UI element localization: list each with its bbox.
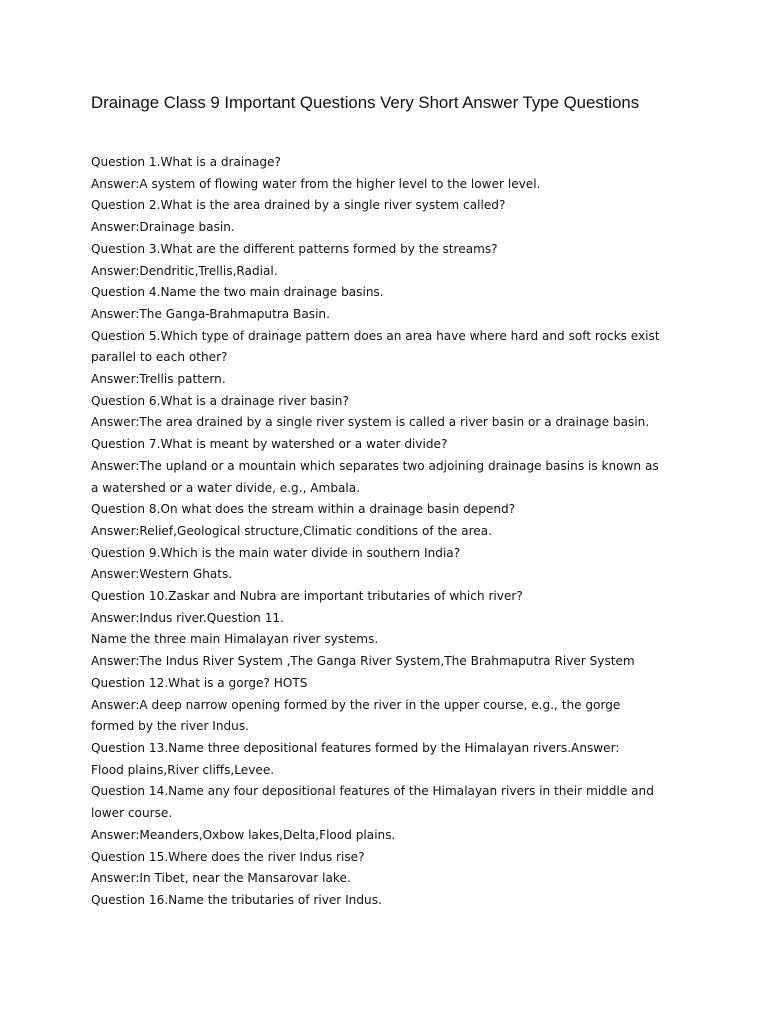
answer-line: Answer:Indus river.Question 11.: [91, 610, 284, 625]
question-line: Question 15.Where does the river Indus rise?: [91, 849, 365, 864]
answer-line: Answer:In Tibet, near the Mansarovar lake.: [91, 871, 351, 886]
answer-line: Answer:A system of flowing water from the higher level to the lower level.: [91, 176, 541, 191]
question-line: Question 5.Which type of drainage pattern does an area have where hard and soft rocks exist: [91, 328, 660, 343]
question-line: Question 13.Name three depositional features formed by the Himalayan rivers.Answer:: [91, 740, 620, 755]
answer-line: Answer:Drainage basin.: [91, 220, 235, 235]
text-line: Name the three main Himalayan river systems.: [91, 632, 379, 647]
answer-line: Answer:Western Ghats.: [91, 567, 233, 582]
question-line: Question 8.On what does the stream within a drainage basin depend?: [91, 502, 516, 517]
answer-line: Answer:The Indus River System ,The Ganga River System,The Brahmaputra River System: [91, 654, 635, 669]
text-line: formed by the river Indus.: [91, 719, 249, 734]
question-line: Question 12.What is a gorge? HOTS: [91, 675, 308, 690]
answer-line: Answer:The upland or a mountain which separates two adjoining drainage basins is known as: [91, 458, 659, 473]
question-line: Question 9.Which is the main water divide in southern India?: [91, 545, 461, 560]
answer-line: Answer:The Ganga-Brahmaputra Basin.: [91, 306, 330, 321]
text-line: a watershed or a water divide, e.g., Ambala.: [91, 480, 361, 495]
question-line: Question 2.What is the area drained by a single river system called?: [91, 198, 506, 213]
question-line: Question 7.What is meant by watershed or a water divide?: [91, 437, 448, 452]
document-title: Drainage Class 9 Important Questions Very Short Answer Type Questions: [91, 93, 640, 112]
question-line: Question 4.Name the two main drainage basins.: [91, 285, 384, 300]
qa-text-block: [91, 152, 691, 912]
question-line: Question 14.Name any four depositional features of the Himalayan rivers in their middle and: [91, 784, 654, 799]
question-line: Question 16.Name the tributaries of river Indus.: [91, 892, 382, 907]
text-line: Flood plains,River cliffs,Levee.: [91, 762, 275, 777]
text-line: parallel to each other?: [91, 350, 228, 365]
answer-line: Answer:The area drained by a single river system is called a river basin or a drainage basin.: [91, 415, 650, 430]
answer-line: Answer:Meanders,Oxbow lakes,Delta,Flood plains.: [91, 827, 396, 842]
question-line: Question 6.What is a drainage river basin?: [91, 393, 349, 408]
answer-line: Answer:Dendritic,Trellis,Radial.: [91, 263, 278, 278]
text-line: lower course.: [91, 806, 173, 821]
question-line: Question 10.Zaskar and Nubra are important tributaries of which river?: [91, 589, 523, 604]
answer-line: Answer:Trellis pattern.: [91, 372, 226, 387]
question-line: Question 3.What are the different patterns formed by the streams?: [91, 241, 498, 256]
answer-line: Answer:A deep narrow opening formed by the river in the upper course, e.g., the gorge: [91, 697, 621, 712]
question-line: Question 1.What is a drainage?: [91, 155, 281, 169]
answer-line: Answer:Relief,Geological structure,Climatic conditions of the area.: [91, 523, 492, 538]
